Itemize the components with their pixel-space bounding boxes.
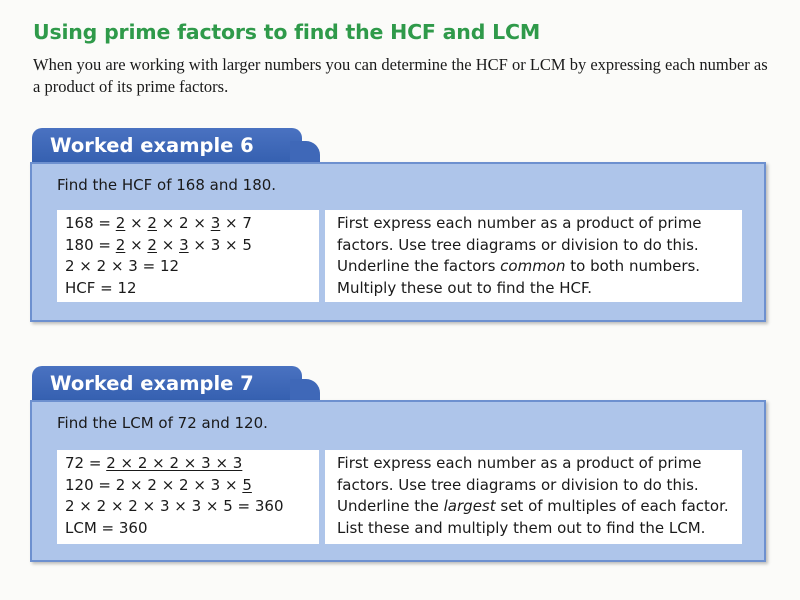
- underlined-factor: 5: [242, 475, 252, 494]
- working-text: 120 = 2 × 2 × 2 × 3 ×: [65, 475, 243, 494]
- working-column: [57, 210, 319, 302]
- explanation-line: factors. Use tree diagrams or division to do this.: [337, 235, 699, 254]
- working-line: [65, 475, 319, 497]
- section-heading: Using prime factors to find the HCF and LCM: [33, 20, 541, 44]
- explanation-line: Multiply these out to find the HCF.: [337, 278, 592, 297]
- example-title: Worked example 7: [32, 366, 302, 401]
- underlined-factor: 3: [210, 214, 221, 232]
- working-text: 168 =: [65, 214, 116, 232]
- example-box: [30, 400, 766, 562]
- working-text: ×: [125, 235, 148, 254]
- explanation-line: First express each number as a product of prime: [337, 214, 702, 232]
- working-column: [57, 450, 319, 544]
- working-line: [65, 235, 319, 257]
- explanation-text: Underline the: [337, 497, 444, 515]
- working-text: × 7: [220, 214, 252, 232]
- underlined-factor: 2 × 2 × 2 × 3 × 3: [106, 454, 243, 472]
- working-result: LCM = 360: [65, 518, 148, 537]
- example-question: Find the LCM of 72 and 120.: [57, 414, 268, 432]
- section-intro: When you are working with larger numbers you can determine the HCF or LCM by expressing each number as a product of its prime factors.: [33, 55, 768, 96]
- explanation-text: set of multiples of each factor.: [495, 497, 729, 515]
- working-text: ×: [156, 235, 180, 254]
- explanation-line: List these and multiply them out to find the LCM.: [337, 518, 706, 537]
- example-title: Worked example 6: [32, 128, 302, 163]
- underlined-factor: 3: [179, 235, 189, 254]
- underlined-factor: 2: [147, 214, 157, 232]
- working-text: × 3 × 5: [188, 235, 252, 254]
- working-line: [65, 453, 319, 475]
- underlined-factor: 2: [147, 235, 157, 254]
- example-box: [30, 162, 766, 322]
- working-line: 2 × 2 × 2 × 3 × 3 × 5 = 360: [65, 497, 284, 515]
- explanation-text: Underline the factors: [337, 257, 501, 275]
- emphasis-text: common: [500, 257, 566, 275]
- worked-example-7: [30, 366, 770, 566]
- working-text: × 2 ×: [156, 214, 211, 232]
- explanation-text: to both numbers.: [565, 257, 701, 275]
- explanation-line: factors. Use tree diagrams or division to do this.: [337, 475, 699, 494]
- working-text: 180 =: [65, 235, 116, 254]
- working-line: [65, 213, 319, 235]
- worked-example-6: [30, 128, 770, 328]
- explanation-column: [325, 210, 742, 302]
- explanation-line: [337, 496, 742, 518]
- underlined-factor: 2: [115, 235, 126, 254]
- explanation-line: [337, 256, 742, 278]
- explanation-line: First express each number as a product of prime: [337, 454, 702, 472]
- emphasis-text: largest: [443, 497, 496, 515]
- working-line: 2 × 2 × 3 = 12: [65, 257, 180, 275]
- working-text: ×: [125, 214, 148, 232]
- working-result: HCF = 12: [65, 278, 137, 297]
- explanation-column: [325, 450, 742, 544]
- underlined-factor: 2: [115, 214, 126, 232]
- example-question: Find the HCF of 168 and 180.: [57, 176, 277, 194]
- working-text: 72 =: [65, 454, 107, 472]
